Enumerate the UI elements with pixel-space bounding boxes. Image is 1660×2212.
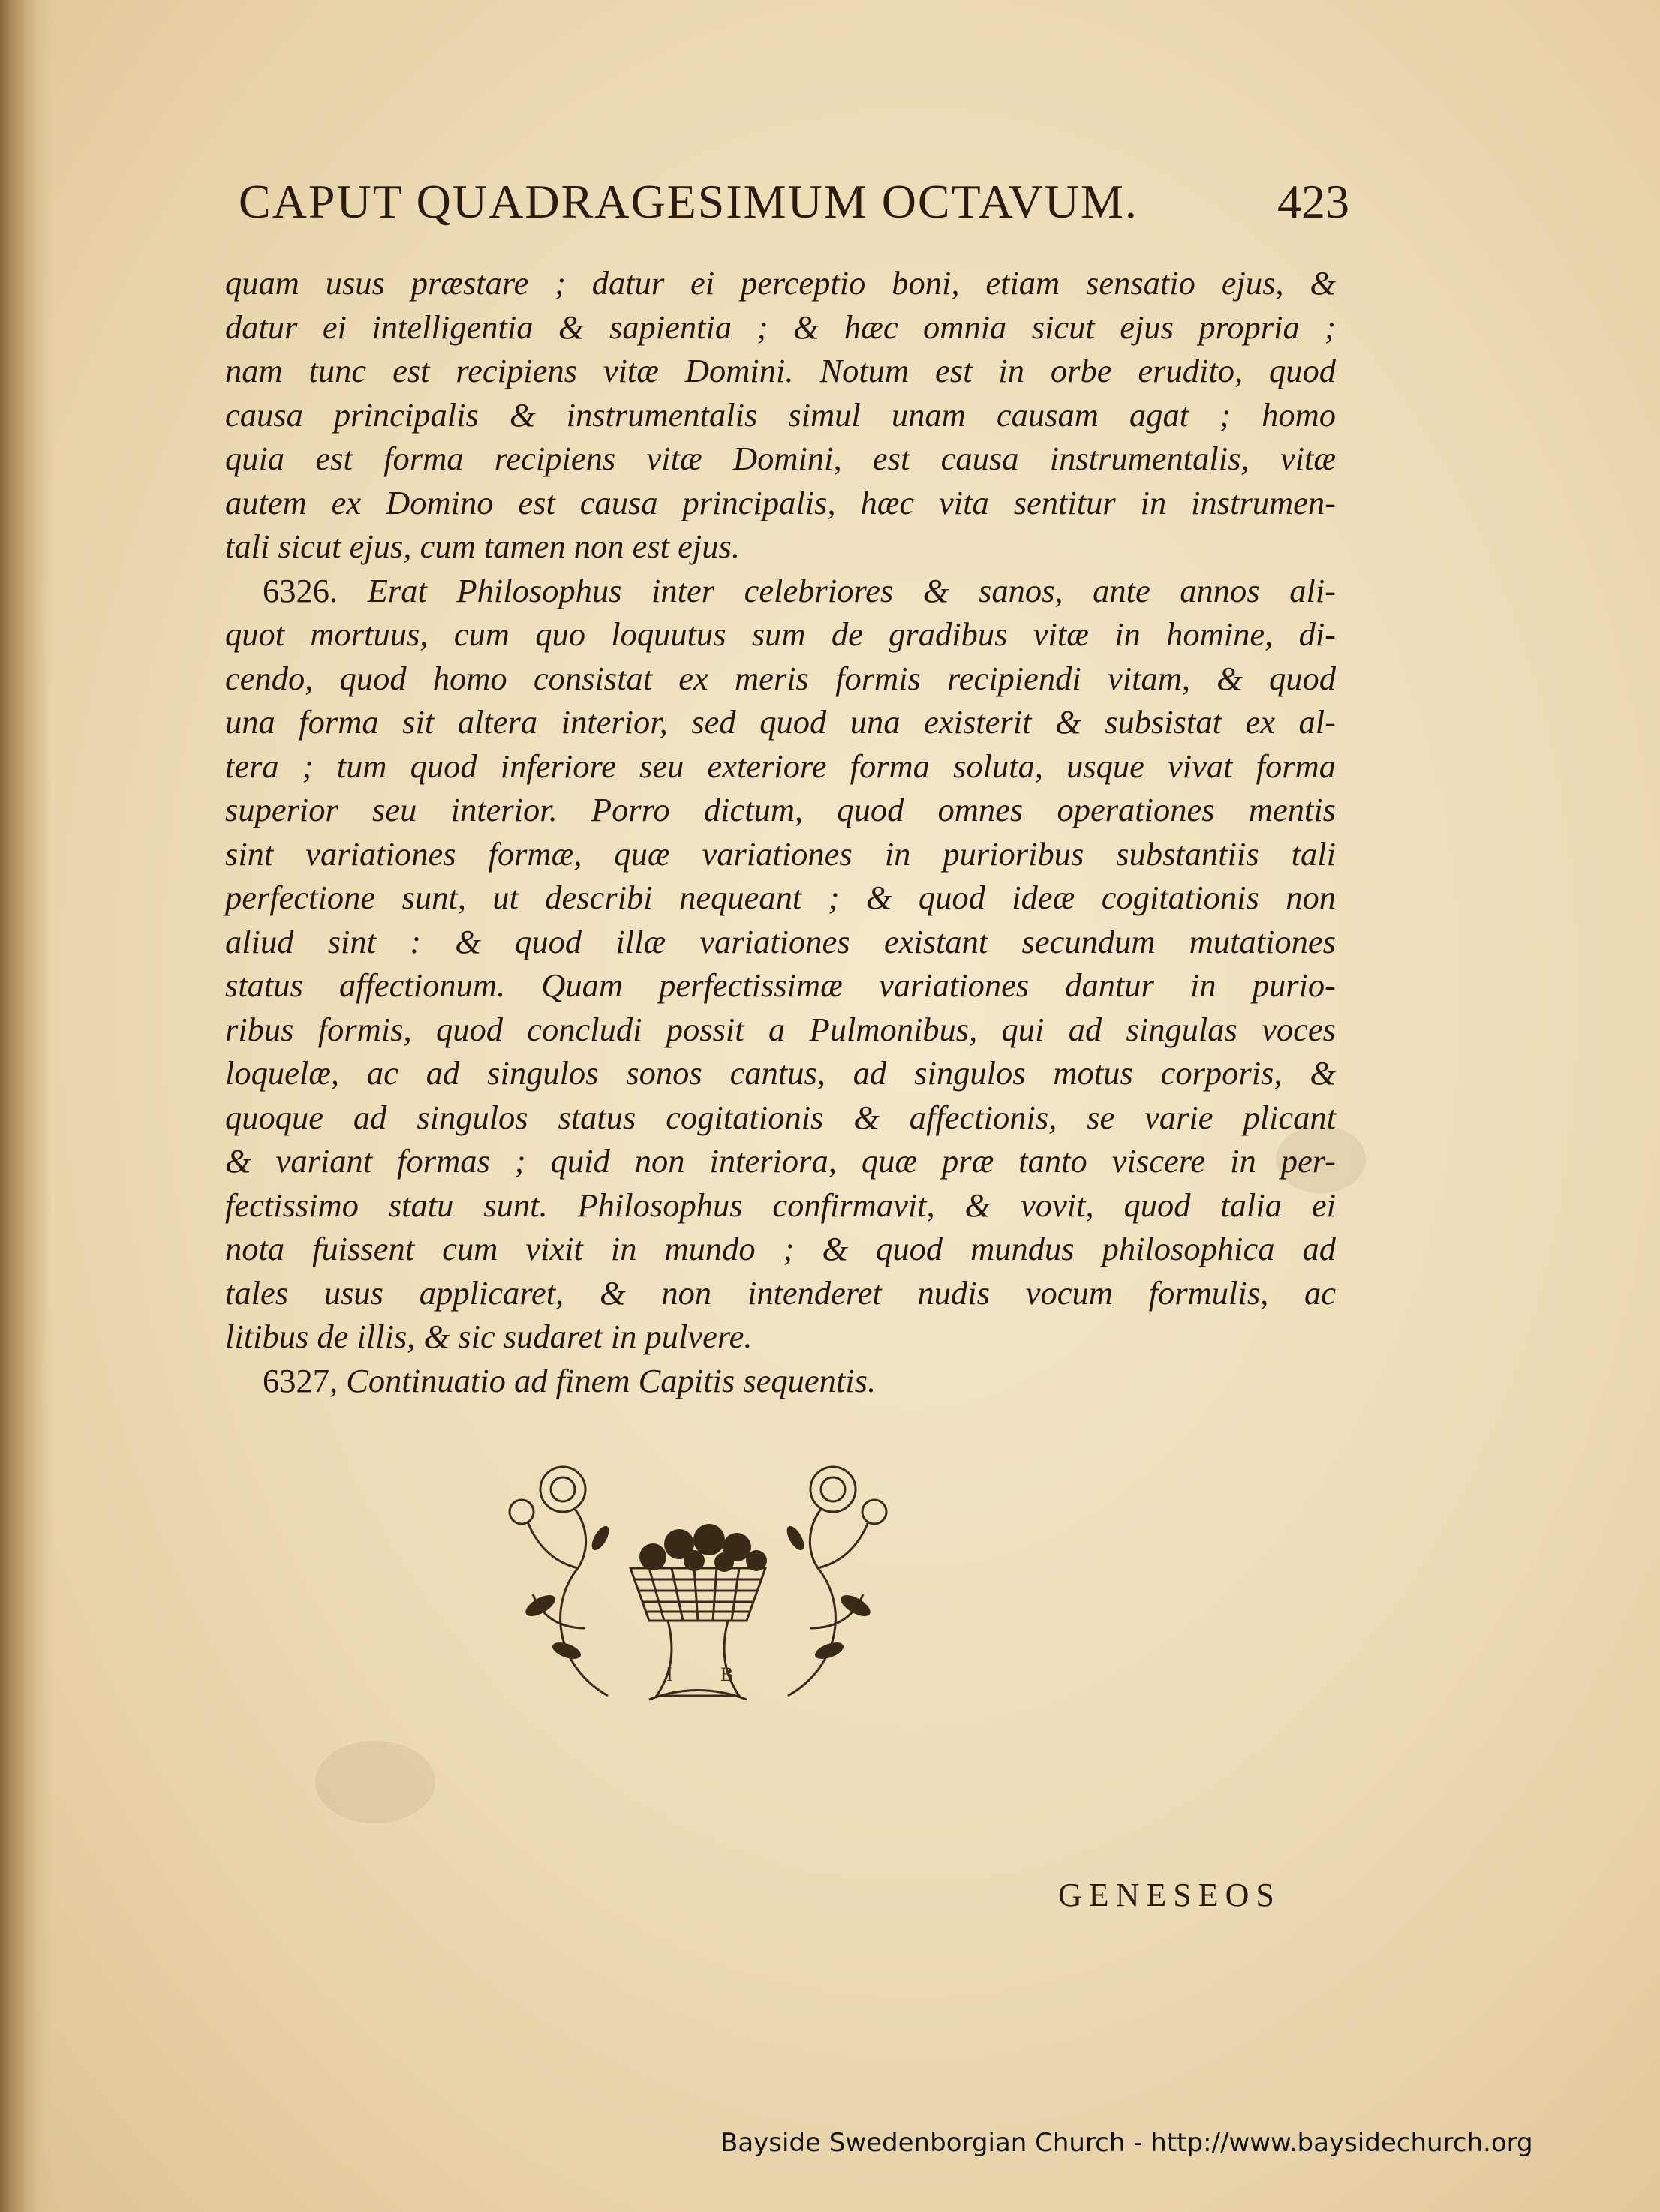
text-line: quia est forma recipiens vitæ Domini, est causa instrumentalis, vitæ bbox=[225, 440, 1336, 477]
text-line: causa principalis & instrumentalis simul unam causam agat ; homo bbox=[225, 395, 1336, 434]
page-number: 423 bbox=[1277, 175, 1349, 228]
text-line: superior seu interior. Porro dictum, quod omnes operationes mentis bbox=[225, 791, 1336, 828]
paragraph-6327 bbox=[225, 1359, 1336, 1403]
text-line: tales usus applicaret, & non intenderet nudis vocum formulis, ac bbox=[225, 1273, 1336, 1312]
text-line: sint variationes formæ, quæ variationes in purioribus substantiis tali bbox=[225, 834, 1336, 873]
text-line: datur ei intelligentia & sapientia ; & hæc omnia sicut ejus propria ; bbox=[225, 308, 1336, 346]
footer-credit: Bayside Swedenborgian Church - http://www.baysidechurch.org bbox=[720, 2128, 1533, 2158]
paragraph-number: 6327, bbox=[263, 1361, 338, 1399]
text-line: quot mortuus, cum quo loquutus sum de gradibus vitæ in homine, di- bbox=[225, 615, 1336, 653]
paragraph-6326-first-line bbox=[225, 569, 1336, 613]
text-line: tera ; tum quod inferiore seu exteriore forma soluta, usque vivat forma bbox=[225, 747, 1336, 785]
page-header bbox=[239, 174, 1349, 249]
text-line: nam tunc est recipiens vitæ Domini. Notum est in orbe erudito, quod bbox=[225, 352, 1336, 389]
text-line: loquelæ, ac ad singulos sonos cantus, ad singulos motus corporis, & bbox=[225, 1054, 1336, 1092]
text-line: aliud sint : & quod illæ variationes existant secundum mutationes bbox=[225, 922, 1336, 960]
text-line: fectissimo statu sunt. Philosophus confirmavit, & vovit, quod talia ei bbox=[225, 1186, 1336, 1224]
body-text bbox=[225, 261, 1336, 1402]
text-line: Erat Philosophus inter celebriores & sanos, ante annos ali- bbox=[367, 571, 1337, 609]
paper-stain bbox=[315, 1741, 435, 1823]
text-line: cendo, quod homo consistat ex meris formis recipiendi vitam, & quod bbox=[225, 659, 1336, 697]
text-line: una forma sit altera interior, sed quod una existerit & subsistat ex al- bbox=[225, 703, 1336, 741]
text-line: ribus formis, quod concludi possit a Pulmonibus, qui ad singulas voces bbox=[225, 1010, 1336, 1048]
text-line: perfectione sunt, ut describi nequeant ; & quod ideæ cogitationis non bbox=[225, 879, 1336, 916]
text-line: autem ex Domino est causa principalis, hæc vita sentitur in instrumen- bbox=[225, 483, 1336, 521]
flower-basket-ornament-icon bbox=[495, 1456, 901, 1711]
ornament-initial-left: I bbox=[666, 1664, 673, 1685]
text-line: quam usus præstare ; datur ei perceptio boni, etiam sensatio ejus, & bbox=[225, 264, 1336, 302]
text-line: litibus de illis, & sic sudaret in pulvere. bbox=[225, 1318, 753, 1355]
text-line: status affectionum. Quam perfectissimæ variationes dantur in purio- bbox=[225, 966, 1336, 1004]
paragraph-number: 6326. bbox=[263, 571, 338, 609]
running-title: CAPUT QUADRAGESIMUM OCTAVUM. bbox=[239, 175, 1138, 228]
catchword: GENESEOS bbox=[1058, 1877, 1281, 1913]
text-line: & variant formas ; quid non interiora, quæ præ tanto viscere in per- bbox=[225, 1142, 1336, 1180]
text-line: nota fuissent cum vixit in mundo ; & quod mundus philosophica ad bbox=[225, 1230, 1336, 1267]
text-line: tali sicut ejus, cum tamen non est ejus. bbox=[225, 527, 740, 565]
page-gutter-shadow bbox=[0, 0, 53, 2212]
text-line: Continuatio ad finem Capitis sequentis. bbox=[346, 1361, 877, 1399]
ornament-initial-right: B bbox=[720, 1664, 734, 1685]
text-line: quoque ad singulos status cogitationis & affectionis, se varie plicant bbox=[225, 1098, 1336, 1136]
